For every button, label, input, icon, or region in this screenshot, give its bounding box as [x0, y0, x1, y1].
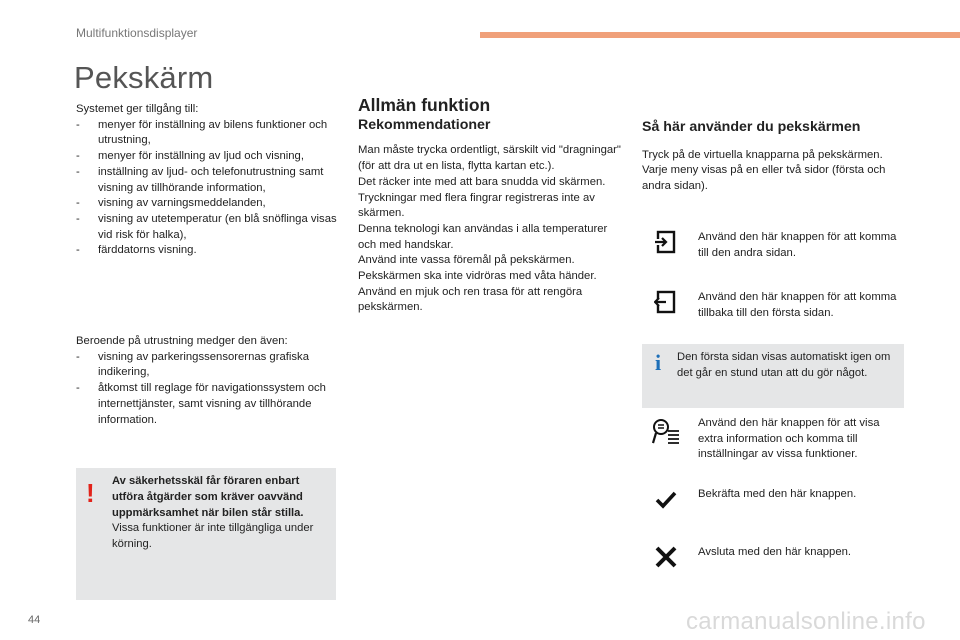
list-item: - menyer för inställning av bilens funktioner och utrustning, [76, 118, 338, 149]
list-item: - visning av parkeringssensorernas grafiska indikering, [76, 350, 338, 381]
list-item: - åtkomst till reglage för navigationssystem och internettjänster, samt visning av tillhörande information. [76, 381, 338, 428]
list-item: - inställning av ljud- och telefonutrustning samt visning av tillhörande information, [76, 165, 338, 196]
equipment-block [76, 334, 338, 428]
section-title: Multifunktionsdisplayer [76, 26, 198, 40]
info-icon: i [655, 350, 662, 375]
close-icon [654, 545, 678, 569]
list-item: - färddatorns visning. [76, 243, 338, 259]
list-item: - menyer för inställning av ljud och visning, [76, 149, 338, 165]
list-item: - visning av utetemperatur (en blå snöflinga visas vid risk för halka), [76, 212, 338, 243]
recommendations-text: Man måste trycka ordentligt, särskilt vid "dragningar" (för att dra ut en lista, flytta kartan etc.). Det räcker inte med att bara snudda vid skärmen. Tryckningar med flera fingrar registreras inte av skärmen. Denna teknologi kan användas i alla temperaturer och med handskar. Använd inte vassa föremål på pekskärmen. Pekskärmen ska inte vidröras med våta händer. Använd en mjuk och ren trasa för att rengöra pekskärmen. [358, 144, 621, 314]
page-title: Pekskärm [74, 60, 214, 95]
usage-text: Tryck på de virtuella knapparna på pekskärmen. Varje meny visas på en eller två sidor (första och andra sidan). [642, 148, 886, 193]
warning-normal-text: Vissa funktioner är inte tillgängliga under körning. [112, 522, 314, 551]
button-description-text: Använd den här knappen för att visa extra information och komma till inställningar av vissa funktioner. [698, 417, 880, 461]
watermark: carmanualsonline.info [686, 608, 926, 635]
recommendations-heading: Rekommendationer [358, 116, 491, 133]
usage-block [642, 120, 906, 195]
general-heading: Allmän funktion [358, 95, 491, 115]
page-number: 44 [28, 614, 41, 626]
info-text: Den första sidan visas automatiskt igen om det går en stund utan att du gör något. [677, 351, 891, 379]
equipment-lead: Beroende på utrustning medger den även: [76, 335, 288, 347]
previous-page-icon [654, 290, 678, 314]
exclamation-icon: ! [86, 478, 95, 508]
button-description-text: Använd den här knappen för att komma till den andra sidan. [698, 231, 897, 259]
button-description-text: Avsluta med den här knappen. [698, 546, 852, 558]
button-description-text: Bekräfta med den här knappen. [698, 488, 857, 500]
intro-lead: Systemet ger tillgång till: [76, 103, 199, 115]
general-block [358, 95, 626, 316]
list-item: - visning av varningsmeddelanden, [76, 196, 338, 212]
settings-info-icon [652, 416, 680, 446]
intro-list [76, 118, 338, 259]
warning-bold-text: Av säkerhetsskäl får föraren enbart utföra åtgärder som kräver oavvänd uppmärksamhet när bilen står stilla. [112, 475, 304, 519]
next-page-icon [654, 230, 678, 254]
info-box [642, 344, 904, 408]
header-accent-bar [480, 32, 960, 38]
warning-box [76, 468, 336, 600]
usage-heading: Så här använder du pekskärmen [642, 119, 861, 135]
equipment-list [76, 350, 338, 429]
intro-block [76, 102, 338, 259]
checkmark-icon [654, 487, 678, 511]
button-description-text: Använd den här knappen för att komma tillbaka till den första sidan. [698, 291, 897, 319]
warning-text [112, 474, 328, 553]
